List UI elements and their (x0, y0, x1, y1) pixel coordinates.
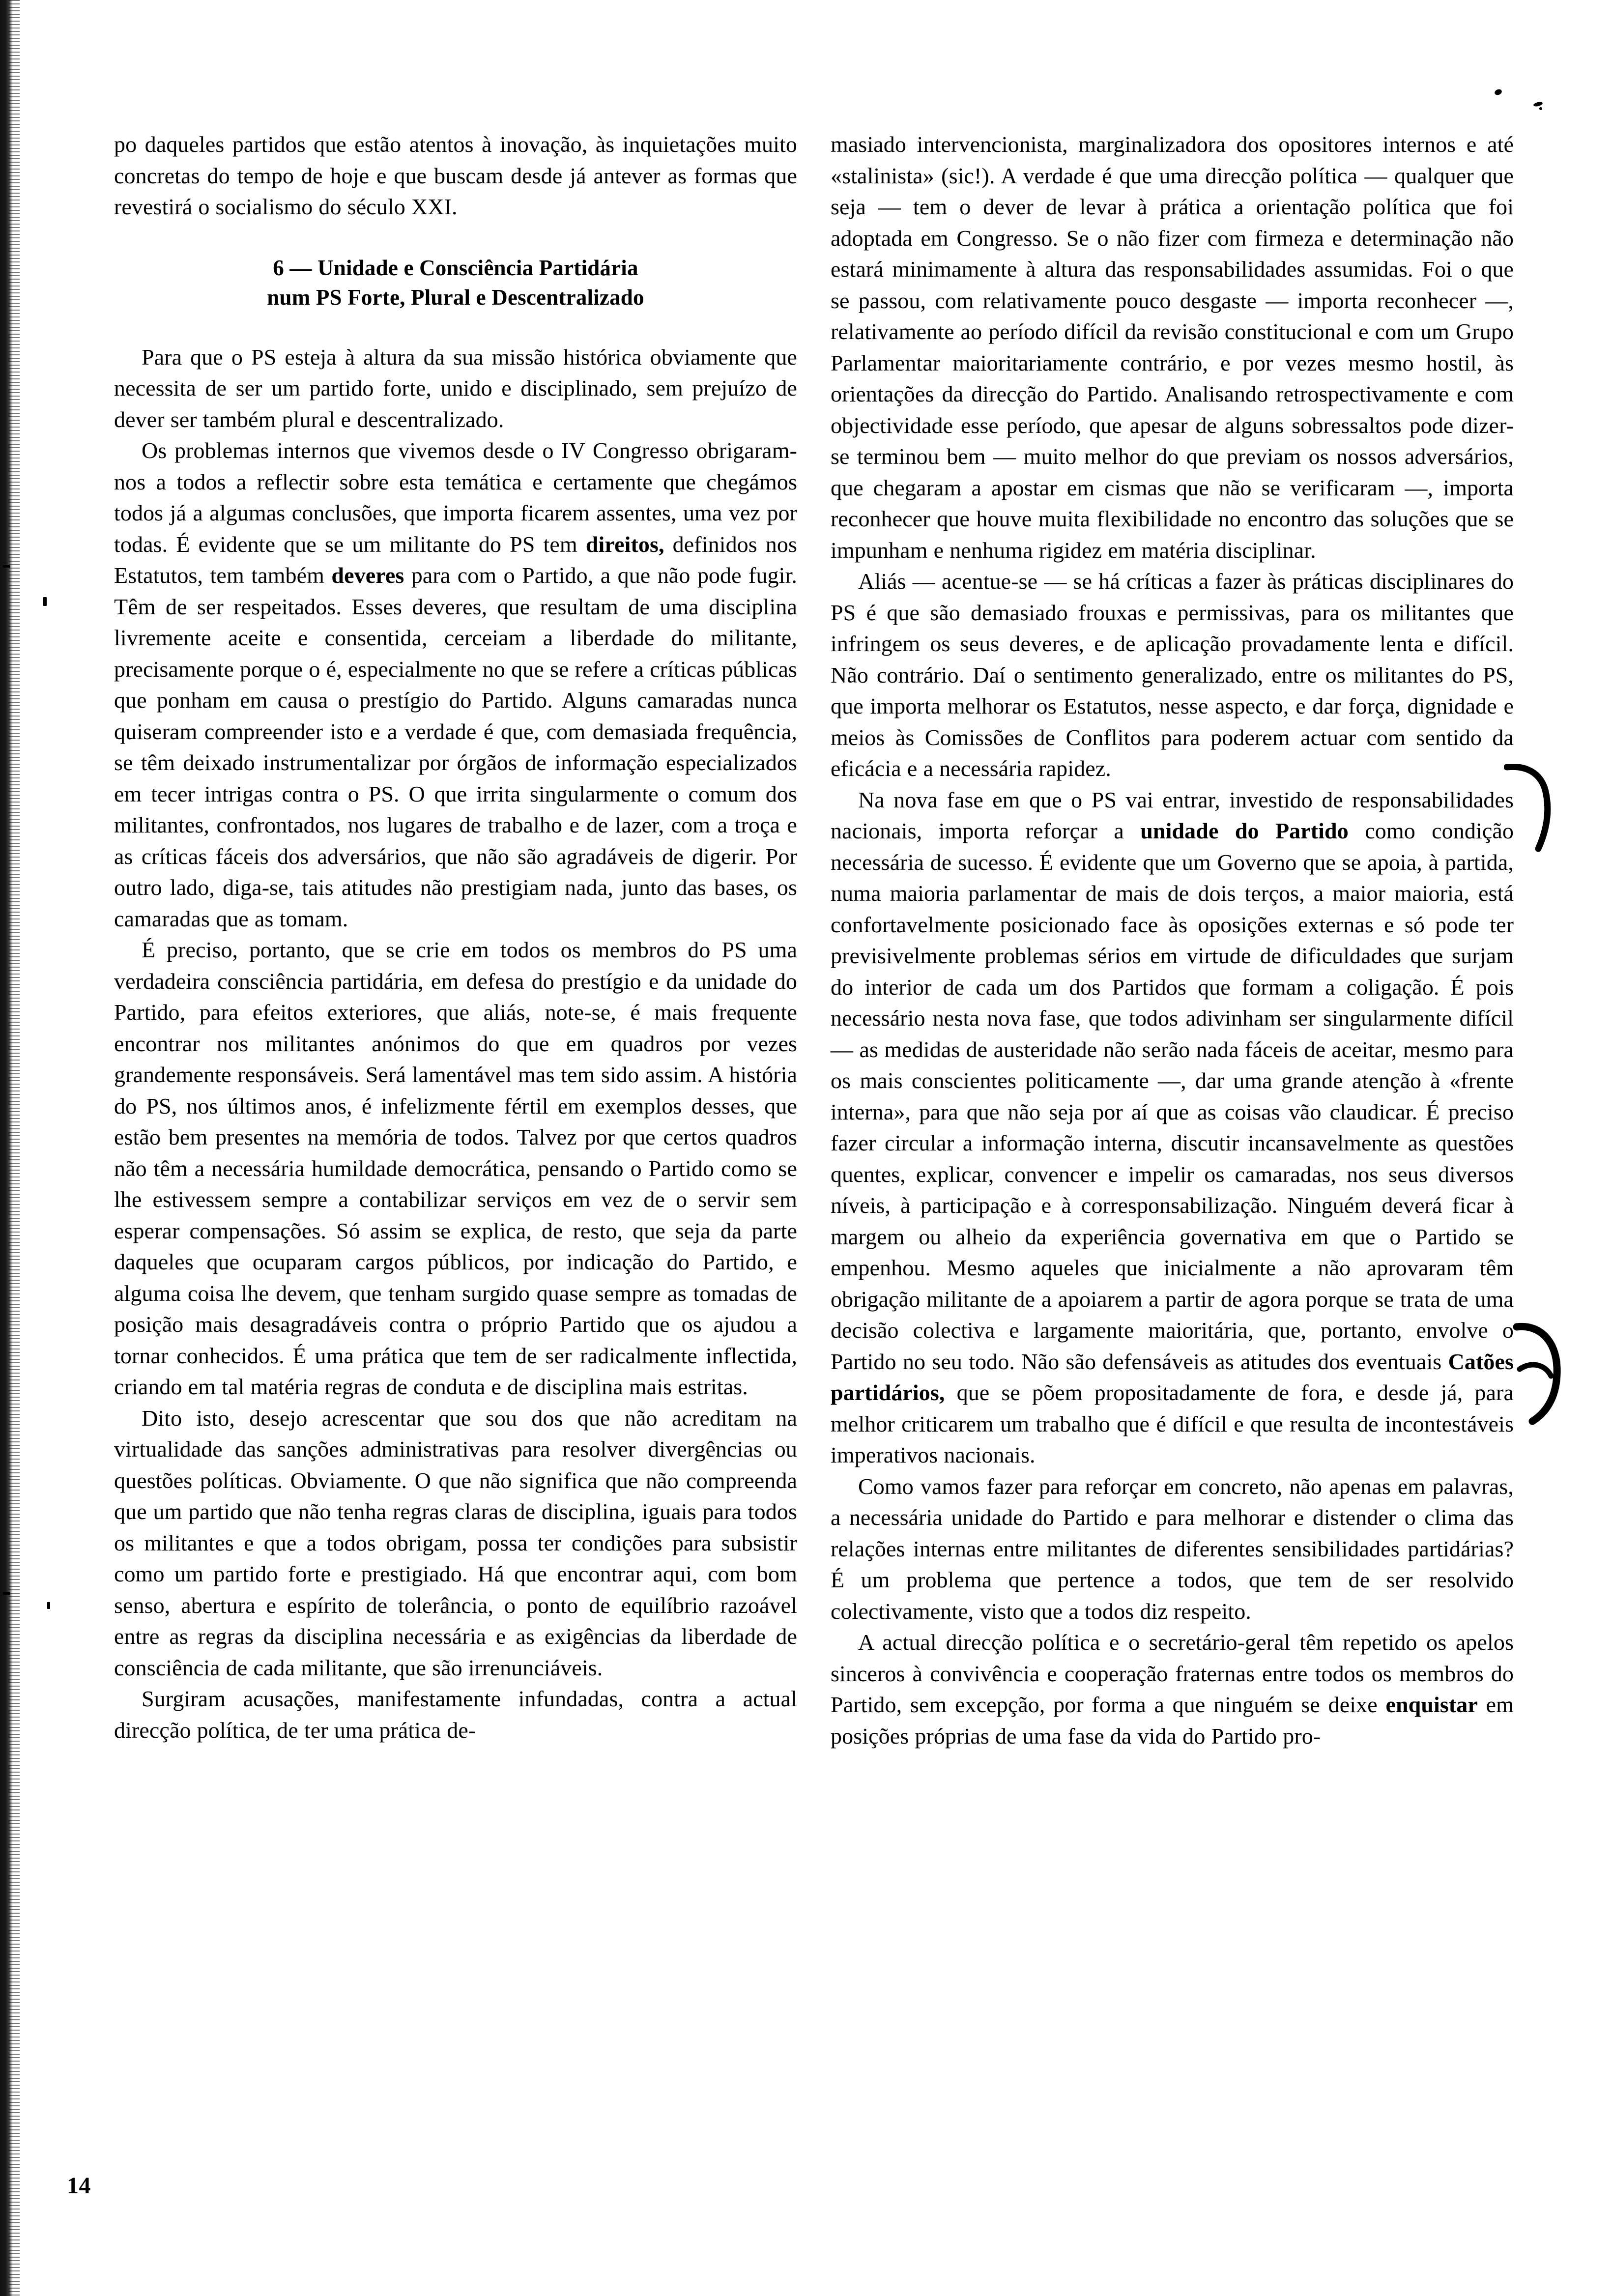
emphasised-term: unidade do Partido (1140, 818, 1349, 843)
section-heading-block (114, 253, 797, 312)
left-text-column (114, 129, 797, 1746)
paragraph-continuation: po daqueles partidos que estão atentos à inovação, às inquietações muito concretas do tempo de hoje e que buscam desde já antever as formas que revestirá o socialismo do século XXI. (114, 132, 797, 219)
paragraph-como-vamos: Como vamos fazer para reforçar em concreto, não apenas em palavras, a necessária unidade do Partido e para melhorar e distender o clima das relações internas entre militantes de diferentes sensibilidades partidárias? É um problema que pertence a todos, que tem de ser resolvido colectivamente, visto que a todos diz respeito. (831, 1473, 1514, 1624)
emphasised-term: deveres (331, 563, 404, 588)
paragraph-e-preciso: É preciso, portanto, que se crie em todos os membros do PS uma verdadeira consciência partidária, em defesa do prestígio e da unidade do Partido, para efeitos exteriores, que aliás, note-se, é mais frequente encontrar nos militantes anónimos do que em quadros por vezes grandemente responsáveis. Será lamentável mas tem sido assim. A história do PS, nos últimos anos, é infelizmente fértil em exemplos desses, que estão bem presentes na memória de todos. Talvez por que certos quadros não têm a necessária humildade democrática, pensando o Partido como se lhe estivessem sempre a contabilizar serviços em vez de o servir sem esperar compensações. Só assim se explica, de resto, que seja da parte daqueles que ocuparam cargos públicos, por indicação do Partido, e alguma coisa lhe devem, que tenham surgido quase sempre as tomadas de posição mais desagradáveis contra o próprio Partido que os ajudou a tornar conhecidos. É uma prática que tem de ser radicalmente inflectida, criando em tal matéria regras de conduta e de disciplina mais estritas. (114, 937, 797, 1399)
paragraph-surgiram: Surgiram acusações, manifestamente infundadas, contra a actual direcção política, de ter uma prática de- (114, 1686, 797, 1743)
emphasised-term: Catões partidários, (831, 1349, 1514, 1405)
right-text-column (831, 129, 1514, 1751)
section-heading (119, 253, 792, 312)
paragraph-dito-isto: Dito isto, desejo acrescentar que sou dos que não acreditam na virtualidade das sanções administrativas para resolver divergências ou questões políticas. Obviamente. O que não significa que não compreenda que um partido que não tenha regras claras de disciplina, iguais para todos os militantes e que a todos obrigam, possa ter condições para subsistir como um partido forte e prestigiado. Há que encontrar aqui, com bom senso, abertura e espírito de tolerância, o ponto de equilíbrio razoável entre as regras da disciplina necessária e as exigências da liberdade de consciência de cada militante, que são irrenunciáveis. (114, 1405, 797, 1680)
section-heading-line-2: num PS Forte, Plural e Descentralizado (267, 285, 644, 310)
emphasised-term: direitos, (585, 531, 664, 557)
paragraph-alias: Aliás — acentue-se — se há críticas a fazer às práticas disciplinares do PS é que são demasiado frouxas e permissivas, para os militantes que infringem os seus deveres, e de aplicação provadamente lenta e difícil. Não contrário. Daí o sentimento generalizado, entre os militantes do PS, que importa melhorar os Estatutos, nesse aspecto, e dar força, dignidade e meios às Comissões de Conflitos para poderem actuar com sentido da eficácia e a necessária rapidez. (831, 569, 1514, 781)
paragraph-os-problemas: Os problemas internos que vivemos desde o IV Congresso obrigaram-nos a todos a reflectir sobre esta temática e certamente que chegámos todos já a algumas conclusões, que importa ficarem assentes, uma vez por todas. É evidente que se um militante do PS tem direitos, definidos nos Estatutos, tem também deveres para com o Partido, a que não pode fugir. Têm de ser respeitados. Esses deveres, que resultam de uma disciplina livremente aceite e consentida, cerceiam a liberdade do militante, precisamente porque o é, especialmente no que se refere a críticas públicas que ponham em causa o prestígio do Partido. Alguns camaradas nunca quiseram compreender isto e a verdade é que, com demasiada frequência, se têm deixado instrumentalizar por órgãos de informação especializados em tecer intrigas contra o PS. O que irrita singularmente o comum dos militantes, confrontados, nos lugares de trabalho e de lazer, com a troça e as críticas fáceis dos adversários, que não são agradáveis de digerir. Por outro lado, diga-se, tais atitudes não prestigiam nada, junto das bases, os camaradas que as tomam. (114, 438, 798, 931)
paragraph-para-que: Para que o PS esteja à altura da sua missão histórica obviamente que necessita de ser um partido forte, unido e disciplinado, sem prejuízo de dever ser também plural e descentralizado. (114, 344, 797, 432)
paragraph-na-nova-fase: Na nova fase em que o PS vai entrar, investido de responsabilidades nacionais, importa reforçar a unidade do Partido como condição necessária de sucesso. É evidente que um Governo que se apoia, à partida, numa maioria parlamentar de mais de dois terços, a maior maioria, está confortavelmente posicionado face às oposições externas e só pode ter previsivelmente problemas sérios em virtude de dificuldades que surjam do interior de cada um dos Partidos que formam a coligação. É pois necessário nesta nova fase, que todos adivinham ser singularmente difícil — as medidas de austeridade não serão nada fáceis de aceitar, mesmo para os mais conscientes politicamente —, dar uma grande atenção à «frente interna», para que não seja por aí que as coisas vão claudicar. É preciso fazer circular a informação interna, discutir incansavelmente as questões quentes, explicar, convencer e impelir os camaradas, nos seus diversos níveis, à participação e à corresponsabilização. Ninguém deverá ficar à margem ou alheio da experiência governativa em que o Partido se empenhou. Mesmo aqueles que inicialmente a não aprovaram têm obrigação militante de a apoiarem a partir de agora porque se trata de uma decisão colectiva e largamente maioritária, que, portanto, envolve o Partido no seu todo. Não são defensáveis as atitudes dos eventuais Catões partidários, que se põem propositadamente de fora, e desde já, para melhor criticarem um trabalho que é difícil e que resulta de incontestáveis imperativos nacionais. (831, 787, 1514, 1467)
paragraph-a-actual: A actual direcção política e o secretário-geral têm repetido os apelos sinceros à convivência e cooperação fraternas entre todos os membros do Partido, sem excepção, por forma a que ninguém se deixe enquistar em posições próprias de uma fase da vida do Partido pro- (831, 1630, 1514, 1749)
paragraph-masiado: masiado intervencionista, marginalizadora dos opositores internos e até «stalinista» (sic!). A verdade é que uma direcção política — qualquer que seja — tem o dever de levar à prática a orientação política que foi adoptada em Congresso. Se o não fizer com firmeza e determinação não estará minimamente à altura das responsabilidades assumidas. Foi o que se passou, com relativamente pouco desgaste — importa reconhecer —, relativamente ao período difícil da revisão constitucional e com um Grupo Parlamentar maioritariamente contrário, e por vezes mesmo hostil, às orientações da direcção do Partido. Analisando retrospectivamente e com objectividade esse período, que apesar de alguns sobressaltos pode dizer-se terminou bem — muito melhor do que previam os nossos adversários, que chegaram a apostar em cismas que não se verificaram —, importa reconhecer que houve muita flexibilidade no encontro das soluções que se impunham e nenhuma rigidez em matéria disciplinar. (831, 132, 1514, 563)
page-number: 14 (67, 2173, 91, 2199)
emphasised-term: enquistar (1385, 1692, 1478, 1717)
section-heading-line-1: 6 — Unidade e Consciência Partidária (273, 255, 638, 280)
